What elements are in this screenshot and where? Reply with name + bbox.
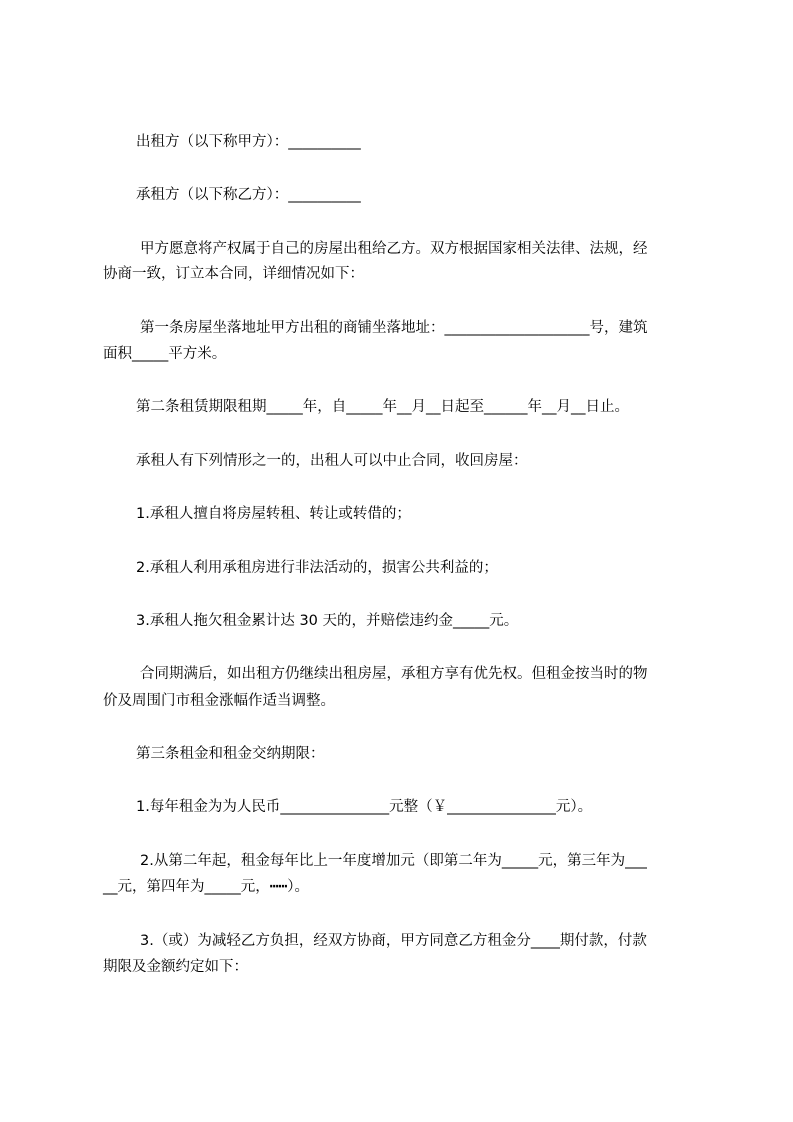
termination-intro: 承租人有下列情形之一的，出租人可以中止合同，收回房屋： xyxy=(136,453,528,469)
rent-item-1: 1.每年租金为为人民币_______________元整（￥_______________元）。 xyxy=(136,799,593,815)
rent-item-3-line-2: 期限及金额约定如下： xyxy=(103,959,248,975)
lessee-line: 承租方（以下称乙方）：__________ xyxy=(136,187,361,203)
rent-item-3-line-1: 3.（或）为减轻乙方负担，经双方协商，甲方同意乙方租金分____期付款，付款 xyxy=(140,933,647,949)
termination-item-2: 2.承租人利用承租房进行非法活动的，损害公共利益的； xyxy=(136,560,498,576)
rent-item-2-line-1: 2.从第二年起，租金每年比上一年度增加元（即第二年为_____元，第三年为___ xyxy=(140,853,647,869)
renewal-line-1: 合同期满后，如出租方仍继续出租房屋，承租方享有优先权。但租金按当时的物 xyxy=(140,666,648,682)
termination-item-3: 3.承租人拖欠租金累计达 30 天的，并赔偿违约金_____元。 xyxy=(136,613,519,629)
intro-line-2: 协商一致，订立本合同，详细情况如下： xyxy=(103,266,364,282)
article-2: 第二条租赁期限租期_____年，自_____年__月__日起至______年__月__日止。 xyxy=(136,399,629,415)
intro-line-1: 甲方愿意将产权属于自己的房屋出租给乙方。双方根据国家相关法律、法规，经 xyxy=(140,241,648,257)
renewal-line-2: 价及周围门市租金涨幅作适当调整。 xyxy=(103,693,335,709)
termination-item-1: 1.承租人擅自将房屋转租、转让或转借的； xyxy=(136,506,411,522)
article-3-title: 第三条租金和租金交纳期限： xyxy=(136,746,325,762)
article-1-line-2: 面积_____平方米。 xyxy=(103,346,227,362)
rent-item-2-line-2: __元，第四年为_____元，┅┅）。 xyxy=(103,879,309,895)
lessor-line: 出租方（以下称甲方）：__________ xyxy=(136,134,361,150)
article-1-line-1: 第一条房屋坐落地址甲方出租的商铺坐落地址：____________________号，建筑 xyxy=(140,320,648,336)
